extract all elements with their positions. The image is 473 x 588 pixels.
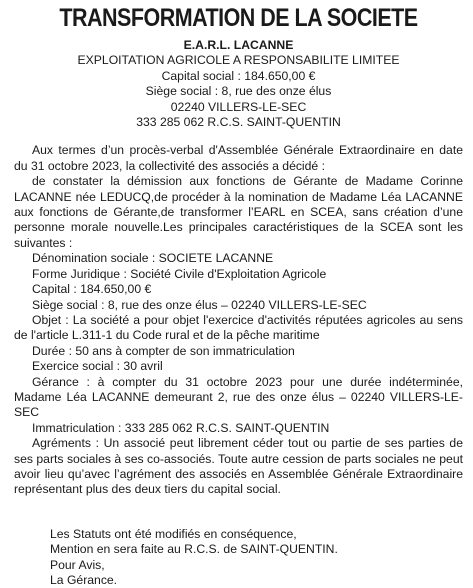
- body-forme: Forme Juridique : Société Civile d'Exploitation Agricole: [32, 266, 327, 281]
- notice-closing: [14, 527, 463, 588]
- company-rcs: 333 285 062 R.C.S. SAINT-QUENTIN: [136, 115, 341, 130]
- body-agrements: Agréments : Un associé peut librement céder tout ou partie de ses parties de ses parts sociales à ses co-associés. Toute autre cession de parts sociales ne peut avoir lieu qu’avec l’agrément des associés en Assemblée Générale Extraordinaire représentant plus des deux tiers du capital social.: [14, 436, 463, 497]
- body-decisions: de constater la démission aux fonctions de Gérante de Madame Corinne LACANNE née LEDUCQ,de procéder à la nomination de Madame Léa LACANNE aux fonctions de Gérante,de transformer l’EARL en SCEA, sans création d’une personne morale nouvelle.Les principales caractéristiques de la SCEA sont les suivantes :: [14, 174, 463, 250]
- company-form: EXPLOITATION AGRICOLE A RESPONSABILITE LIMITEE: [77, 53, 400, 68]
- body-siege: Siège social : 8, rue des onze élus – 02240 VILLERS-LE-SEC: [32, 297, 367, 312]
- body-exercice: Exercice social : 30 avril: [32, 359, 163, 374]
- spacer: [14, 498, 463, 514]
- company-header: [14, 38, 463, 130]
- body-objet: Objet : La société a pour objet l'exercice d'activités réputées agricoles au sens de l'article L.311-1 du Code rural et de la pêche maritime: [14, 312, 463, 343]
- company-capital: Capital social : 184.650,00 €: [161, 68, 316, 83]
- body-duree: Durée : 50 ans à compter de son immatriculation: [32, 343, 295, 358]
- body-immatriculation: Immatriculation : 333 285 062 R.C.S. SAINT-QUENTIN: [32, 420, 330, 435]
- closing-mention: Mention en sera faite au R.C.S. de SAINT-QUENTIN.: [50, 542, 338, 557]
- body-capital: Capital : 184.650,00 €: [32, 282, 152, 297]
- company-name: E.A.R.L. LACANNE: [183, 38, 294, 52]
- closing-statuts: Les Statuts ont été modifiés en conséquence,: [50, 526, 297, 541]
- closing-pour-avis: Pour Avis,: [50, 557, 105, 572]
- body-intro: Aux termes d’un procès-verbal d'Assemblée Générale Extraordinaire en date du 31 octobre 2023, la collectivité des associés a décidé :: [14, 143, 463, 173]
- company-siege: Siège social : 8, rue des onze élus: [145, 84, 332, 99]
- notice-body: [14, 143, 463, 497]
- closing-signature: La Gérance.: [50, 573, 118, 587]
- company-city: 02240 VILLERS-LE-SEC: [170, 99, 307, 114]
- notice-title: TRANSFORMATION DE LA SOCIETE: [59, 4, 418, 32]
- body-denomination: Dénomination sociale : SOCIETE LACANNE: [32, 251, 274, 266]
- body-gerance: Gérance : à compter du 31 octobre 2023 pour une durée indéterminée, Madame Léa LACANNE demeurant 2, rue des onze élus – 02240 VILLERS-LE-SEC: [14, 374, 463, 420]
